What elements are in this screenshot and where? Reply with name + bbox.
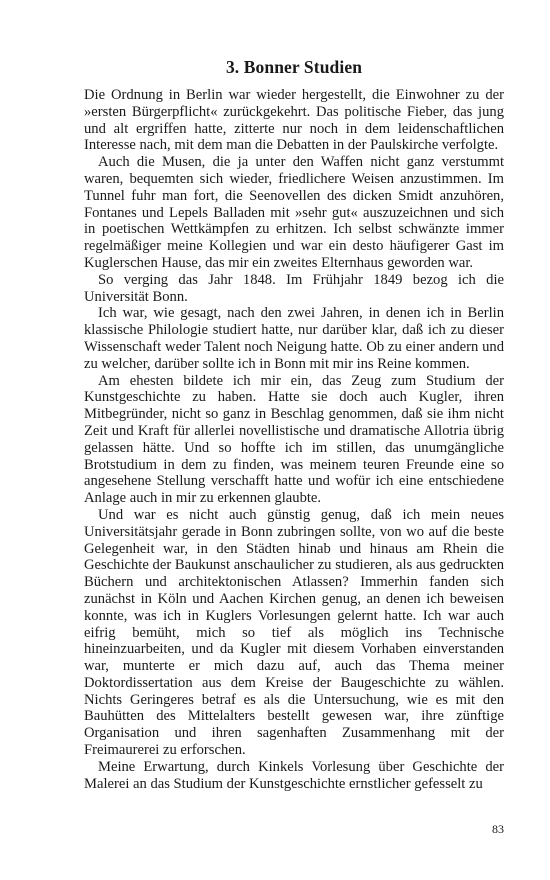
book-page (84, 56, 504, 792)
paragraph-1: Die Ordnung in Berlin war wieder hergestellt, die Einwohner zu der »ersten Bürgerpflicht« zurückgekehrt. Das politische Fieber, das jung und alt ergriffen hatte, zitterte nur noch in dem leidenschaftlichen Interesse nach, mit dem man die Debatten in der Paulskirche verfolgte. (84, 87, 504, 154)
paragraph-5: Am ehesten bildete ich mir ein, das Zeug zum Studium der Kunstgeschichte zu haben. Hatte sie doch auch Kugler, ihren Mitbegründer, nicht so ganz in Beschlag genommen, daß sie ihm nicht Zeit und Kraft für allerlei novellistische und dramatische Allotria übrig gelassen hätte. Und so hoffte ich im stillen, das unumgängliche Brotstudium in dem zu finden, was meinem teuren Freunde eine so angesehene Stellung verschafft hatte und wofür ich eine entschiedene Anlage auch in mir zu erkennen glaubte. (84, 372, 504, 507)
paragraph-7: Meine Erwartung, durch Kinkels Vorlesung über Geschichte der Malerei an das Studium der Kunstgeschichte ernstlicher gefesselt zu (84, 758, 504, 792)
paragraph-4: Ich war, wie gesagt, nach den zwei Jahren, in denen ich in Berlin klassische Philologie studiert hatte, nur darüber klar, daß ich zu dieser Wissenschaft weder Talent noch Neigung hatte. Ob zu einer andern und zu welcher, darüber sollte ich in Bonn mit mir ins Reine kommen. (84, 305, 504, 372)
page-number: 83 (492, 822, 504, 836)
paragraph-3: So verging das Jahr 1848. Im Frühjahr 1849 bezog ich die Universität Bonn. (84, 271, 504, 305)
paragraph-6: Und war es nicht auch günstig genug, daß ich mein neues Universitätsjahr gerade in Bonn zubringen sollte, von wo auf die beste Gelegenheit war, in den Städten hinab und hinaus am Rhein die Geschichte der Baukunst anschaulicher zu studieren, als aus gedruckten Büchern und architektonischen Atlassen? Immerhin fanden sich zunächst in Köln und Aachen Kirchen genug, an denen ich beweisen konnte, was ich in Kuglers Vorlesungen gelernt hatte. Ich war auch eifrig bemüht, mich so tief als möglich ins Technische hineinzuarbeiten, und da Kugler mit diesem Vorhaben einverstanden war, munterte er mich dazu auf, auch das Thema meiner Doktordissertation aus dem Kreise der Baugeschichte zu wählen. Nichts Geringeres betraf es als die Untersuchung, wie es mit den Bauhütten des Mittelalters bestellt gewesen war, ihre zünftige Organisation und ihren sagenhaften Zusammenhang mit der Freimaurerei zu erforschen. (84, 506, 504, 759)
chapter-title: 3. Bonner Studien (225, 57, 363, 77)
paragraph-2: Auch die Musen, die ja unter den Waffen nicht ganz verstummt waren, bequemten sich wieder, friedlichere Weisen anzustimmen. Im Tunnel fuhr man fort, die Seenovellen des dicken Smidt anzuhören, Fontanes und Lepels Balladen mit »sehr gut« auszuzeichnen und sich in poetischen Wettkämpfen zu erhitzen. Ich selbst schwänzte immer regelmäßiger meine Kollegien und war ein desto häufigerer Gast im Kuglerschen Hause, das mir ein zweites Elternhaus geworden war. (84, 154, 504, 271)
